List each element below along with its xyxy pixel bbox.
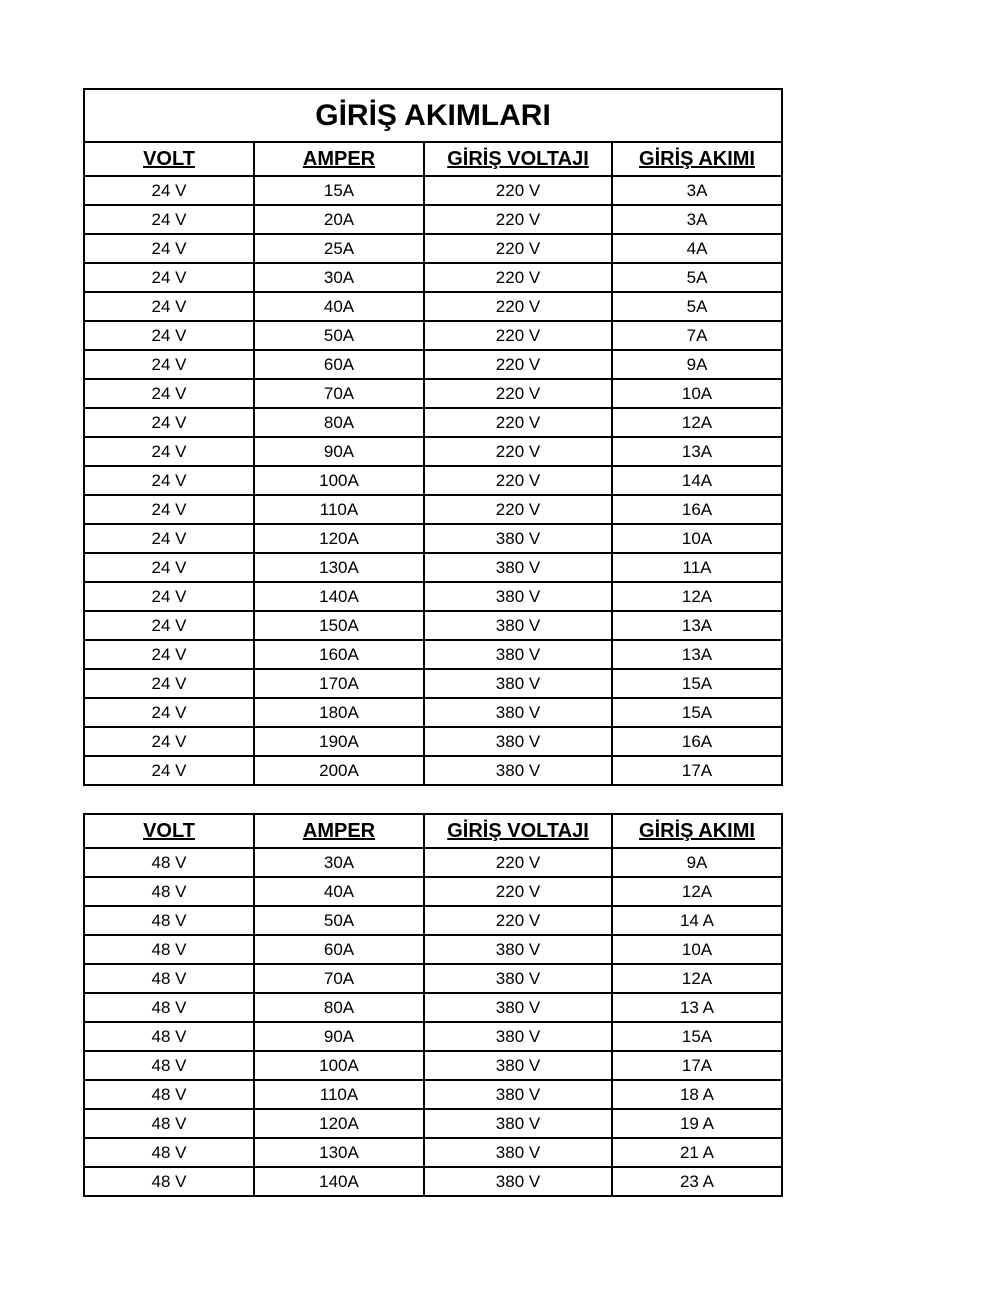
cell-input-current: 9A xyxy=(612,848,782,877)
cell-volt: 48 V xyxy=(84,1022,254,1051)
cell-volt: 24 V xyxy=(84,466,254,495)
cell-input-voltage: 380 V xyxy=(424,582,612,611)
table-row xyxy=(84,408,782,437)
input-current-table-48v xyxy=(83,813,783,1197)
cell-volt: 48 V xyxy=(84,1138,254,1167)
header-amper: AMPER xyxy=(254,814,424,848)
cell-input-voltage: 380 V xyxy=(424,611,612,640)
cell-input-voltage: 380 V xyxy=(424,993,612,1022)
cell-amper: 25A xyxy=(254,234,424,263)
cell-amper: 50A xyxy=(254,321,424,350)
cell-volt: 24 V xyxy=(84,640,254,669)
header-volt: VOLT xyxy=(84,142,254,176)
cell-input-voltage: 220 V xyxy=(424,408,612,437)
table-row xyxy=(84,582,782,611)
cell-amper: 60A xyxy=(254,350,424,379)
header-volt: VOLT xyxy=(84,814,254,848)
cell-input-voltage: 220 V xyxy=(424,263,612,292)
cell-input-voltage: 220 V xyxy=(424,848,612,877)
cell-volt: 24 V xyxy=(84,408,254,437)
table-row xyxy=(84,877,782,906)
table-row xyxy=(84,205,782,234)
cell-input-voltage: 380 V xyxy=(424,669,612,698)
table-row xyxy=(84,964,782,993)
cell-amper: 120A xyxy=(254,524,424,553)
cell-input-current: 18 A xyxy=(612,1080,782,1109)
cell-volt: 24 V xyxy=(84,234,254,263)
cell-amper: 15A xyxy=(254,176,424,205)
cell-input-voltage: 220 V xyxy=(424,466,612,495)
cell-input-current: 11A xyxy=(612,553,782,582)
table-row xyxy=(84,553,782,582)
cell-amper: 60A xyxy=(254,935,424,964)
table-row xyxy=(84,698,782,727)
cell-volt: 48 V xyxy=(84,1080,254,1109)
cell-input-voltage: 380 V xyxy=(424,1080,612,1109)
cell-input-voltage: 380 V xyxy=(424,640,612,669)
cell-input-current: 5A xyxy=(612,263,782,292)
cell-input-current: 12A xyxy=(612,964,782,993)
cell-volt: 48 V xyxy=(84,1109,254,1138)
cell-amper: 140A xyxy=(254,582,424,611)
cell-input-voltage: 380 V xyxy=(424,1051,612,1080)
table-row xyxy=(84,466,782,495)
table-row xyxy=(84,727,782,756)
cell-volt: 48 V xyxy=(84,1051,254,1080)
table-row xyxy=(84,993,782,1022)
table-row xyxy=(84,669,782,698)
cell-input-voltage: 220 V xyxy=(424,205,612,234)
table-row xyxy=(84,640,782,669)
cell-volt: 24 V xyxy=(84,553,254,582)
cell-amper: 120A xyxy=(254,1109,424,1138)
table-row xyxy=(84,935,782,964)
cell-input-current: 3A xyxy=(612,205,782,234)
cell-input-voltage: 380 V xyxy=(424,964,612,993)
cell-input-voltage: 380 V xyxy=(424,935,612,964)
cell-amper: 70A xyxy=(254,964,424,993)
cell-volt: 24 V xyxy=(84,292,254,321)
cell-amper: 110A xyxy=(254,495,424,524)
cell-input-voltage: 220 V xyxy=(424,437,612,466)
table-row xyxy=(84,292,782,321)
table-row xyxy=(84,263,782,292)
table-row xyxy=(84,906,782,935)
table-row xyxy=(84,1167,782,1196)
cell-amper: 80A xyxy=(254,993,424,1022)
cell-volt: 24 V xyxy=(84,669,254,698)
table-title: GİRİŞ AKIMLARI xyxy=(84,89,782,142)
cell-input-current: 9A xyxy=(612,350,782,379)
table-row xyxy=(84,611,782,640)
cell-amper: 80A xyxy=(254,408,424,437)
cell-input-current: 14A xyxy=(612,466,782,495)
table-row xyxy=(84,321,782,350)
cell-amper: 180A xyxy=(254,698,424,727)
cell-volt: 24 V xyxy=(84,350,254,379)
cell-volt: 24 V xyxy=(84,582,254,611)
cell-amper: 170A xyxy=(254,669,424,698)
cell-volt: 24 V xyxy=(84,176,254,205)
cell-input-voltage: 380 V xyxy=(424,553,612,582)
cell-input-current: 12A xyxy=(612,877,782,906)
cell-amper: 70A xyxy=(254,379,424,408)
cell-input-voltage: 380 V xyxy=(424,1109,612,1138)
cell-input-voltage: 220 V xyxy=(424,321,612,350)
cell-input-voltage: 380 V xyxy=(424,1138,612,1167)
table-row xyxy=(84,176,782,205)
table-row xyxy=(84,524,782,553)
table-row xyxy=(84,1080,782,1109)
input-current-table-24v xyxy=(83,88,783,786)
table-row xyxy=(84,379,782,408)
cell-input-voltage: 220 V xyxy=(424,234,612,263)
cell-input-voltage: 380 V xyxy=(424,1167,612,1196)
cell-input-current: 10A xyxy=(612,524,782,553)
cell-amper: 100A xyxy=(254,466,424,495)
cell-volt: 24 V xyxy=(84,263,254,292)
cell-input-current: 3A xyxy=(612,176,782,205)
header-input-voltage: GİRİŞ VOLTAJI xyxy=(424,142,612,176)
cell-volt: 24 V xyxy=(84,379,254,408)
cell-volt: 48 V xyxy=(84,877,254,906)
cell-input-current: 16A xyxy=(612,727,782,756)
cell-input-current: 13 A xyxy=(612,993,782,1022)
cell-amper: 160A xyxy=(254,640,424,669)
header-input-voltage: GİRİŞ VOLTAJI xyxy=(424,814,612,848)
cell-input-current: 4A xyxy=(612,234,782,263)
cell-amper: 40A xyxy=(254,877,424,906)
cell-input-voltage: 220 V xyxy=(424,906,612,935)
cell-input-current: 19 A xyxy=(612,1109,782,1138)
header-amper: AMPER xyxy=(254,142,424,176)
cell-amper: 130A xyxy=(254,1138,424,1167)
cell-amper: 190A xyxy=(254,727,424,756)
cell-volt: 24 V xyxy=(84,524,254,553)
cell-input-voltage: 380 V xyxy=(424,1022,612,1051)
cell-amper: 30A xyxy=(254,263,424,292)
cell-volt: 24 V xyxy=(84,321,254,350)
cell-input-current: 7A xyxy=(612,321,782,350)
cell-amper: 30A xyxy=(254,848,424,877)
cell-amper: 150A xyxy=(254,611,424,640)
cell-input-voltage: 220 V xyxy=(424,379,612,408)
cell-input-current: 15A xyxy=(612,669,782,698)
cell-input-current: 5A xyxy=(612,292,782,321)
cell-amper: 100A xyxy=(254,1051,424,1080)
cell-volt: 24 V xyxy=(84,756,254,785)
cell-volt: 48 V xyxy=(84,848,254,877)
cell-input-current: 16A xyxy=(612,495,782,524)
table-row xyxy=(84,1022,782,1051)
cell-input-voltage: 220 V xyxy=(424,350,612,379)
cell-input-voltage: 220 V xyxy=(424,877,612,906)
cell-input-current: 12A xyxy=(612,582,782,611)
table-row xyxy=(84,437,782,466)
cell-input-current: 15A xyxy=(612,698,782,727)
cell-input-current: 12A xyxy=(612,408,782,437)
cell-input-current: 13A xyxy=(612,640,782,669)
table-row xyxy=(84,350,782,379)
cell-input-current: 13A xyxy=(612,611,782,640)
cell-input-voltage: 220 V xyxy=(424,292,612,321)
cell-volt: 24 V xyxy=(84,437,254,466)
header-input-current: GİRİŞ AKIMI xyxy=(612,814,782,848)
cell-input-voltage: 220 V xyxy=(424,176,612,205)
cell-input-current: 13A xyxy=(612,437,782,466)
cell-volt: 24 V xyxy=(84,727,254,756)
cell-input-current: 17A xyxy=(612,756,782,785)
cell-input-voltage: 380 V xyxy=(424,698,612,727)
table-row xyxy=(84,848,782,877)
cell-volt: 48 V xyxy=(84,993,254,1022)
cell-input-current: 17A xyxy=(612,1051,782,1080)
cell-amper: 20A xyxy=(254,205,424,234)
table-row xyxy=(84,1109,782,1138)
cell-amper: 130A xyxy=(254,553,424,582)
cell-volt: 24 V xyxy=(84,698,254,727)
cell-amper: 200A xyxy=(254,756,424,785)
table-row xyxy=(84,1051,782,1080)
header-input-current: GİRİŞ AKIMI xyxy=(612,142,782,176)
cell-volt: 48 V xyxy=(84,964,254,993)
cell-input-voltage: 380 V xyxy=(424,524,612,553)
cell-volt: 24 V xyxy=(84,611,254,640)
cell-volt: 24 V xyxy=(84,495,254,524)
cell-amper: 90A xyxy=(254,1022,424,1051)
cell-amper: 50A xyxy=(254,906,424,935)
cell-input-current: 23 A xyxy=(612,1167,782,1196)
table-row xyxy=(84,756,782,785)
cell-volt: 48 V xyxy=(84,1167,254,1196)
cell-input-voltage: 380 V xyxy=(424,727,612,756)
table-row xyxy=(84,495,782,524)
cell-input-current: 15A xyxy=(612,1022,782,1051)
cell-input-current: 10A xyxy=(612,379,782,408)
cell-input-current: 21 A xyxy=(612,1138,782,1167)
cell-amper: 110A xyxy=(254,1080,424,1109)
cell-input-current: 10A xyxy=(612,935,782,964)
cell-amper: 40A xyxy=(254,292,424,321)
cell-amper: 90A xyxy=(254,437,424,466)
cell-volt: 48 V xyxy=(84,935,254,964)
table-row xyxy=(84,1138,782,1167)
cell-input-voltage: 380 V xyxy=(424,756,612,785)
table-row xyxy=(84,234,782,263)
cell-volt: 48 V xyxy=(84,906,254,935)
cell-volt: 24 V xyxy=(84,205,254,234)
cell-amper: 140A xyxy=(254,1167,424,1196)
cell-input-voltage: 220 V xyxy=(424,495,612,524)
cell-input-current: 14 A xyxy=(612,906,782,935)
